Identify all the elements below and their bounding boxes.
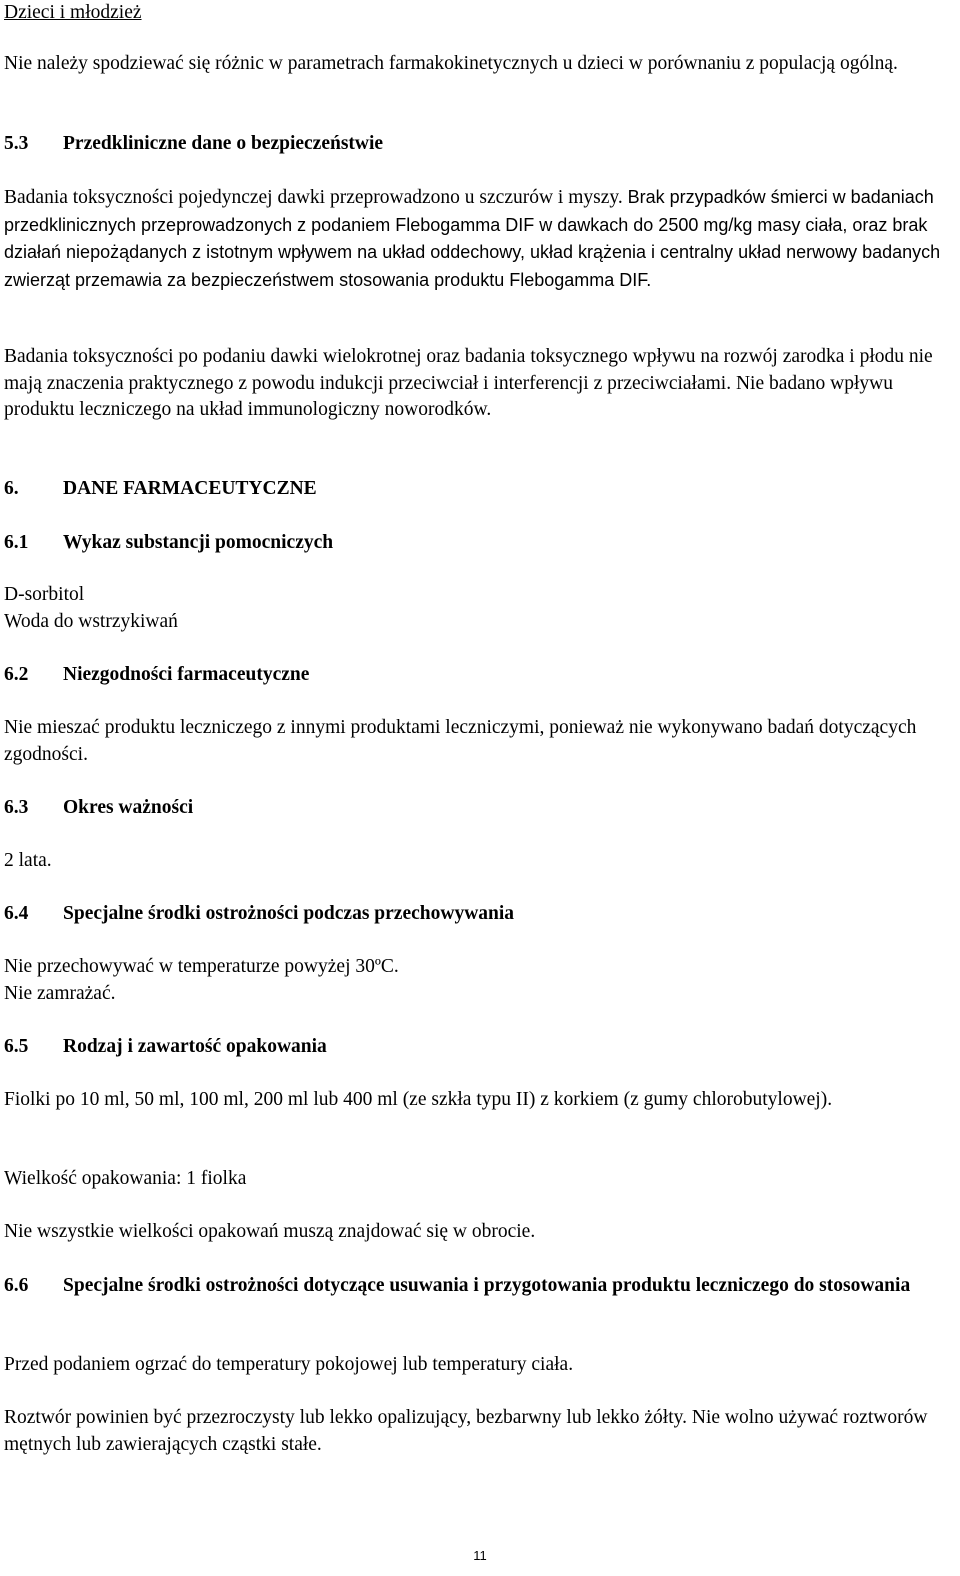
section-title: Specjalne środki ostrożności dotyczące usuwania i przygotowania produktu leczniczego do stosowania <box>63 1275 911 1296</box>
page-number: 11 <box>473 1548 487 1563</box>
section-number: 6.1 <box>4 532 29 553</box>
preparation-text-2: Roztwór powinien być przezroczysty lub lekko opalizujący, bezbarwny lub lekko żółty. Nie wolno używać roztworów mętnych lub zawierających cząstki stałe. <box>4 1407 928 1455</box>
storage-line-2: Nie zamrażać. <box>4 983 116 1004</box>
preclinical-paragraph-1 <box>4 184 956 294</box>
preclinical-details: Brak przypadków śmierci w badaniach przedklinicznych przeprowadzonych z podaniem Flebogamma DIF w dawkach do 2500 mg/kg masy ciała, oraz brak działań niepożądanych z istotnym wpływem na układ oddechowy, układ krążenia i centralny układ nerwowy badanych zwierząt przemawia za bezpieczeństwem stosowania produktu Flebogamma DIF. <box>4 187 941 290</box>
section-title: Specjalne środki ostrożności podczas przechowywania <box>63 903 515 924</box>
section-number: 6.4 <box>4 903 29 924</box>
section-6-3-heading <box>4 795 956 822</box>
section-6-4-heading <box>4 901 956 928</box>
preparation-text-1: Przed podaniem ogrzać do temperatury pokojowej lub temperatury ciała. <box>4 1354 574 1375</box>
section-number: 6.3 <box>4 797 29 818</box>
section-6-5-heading <box>4 1034 956 1061</box>
section-number: 6.2 <box>4 664 29 685</box>
excipient-item: Woda do wstrzykiwań <box>4 611 178 632</box>
section-title: Wykaz substancji pomocniczych <box>63 532 334 553</box>
section-number: 6.6 <box>4 1275 29 1296</box>
section-number: 6.5 <box>4 1036 29 1057</box>
preclinical-paragraph-2: Badania toksyczności po podaniu dawki wielokrotnej oraz badania toksycznego wpływu na rozwój zarodka i płodu nie mają znaczenia praktycznego z powodu indukcji przeciwciał i interferencji z przeciwciałami. Nie badano wpływu produktu leczniczego na układ immunologiczny noworodków. <box>4 346 933 420</box>
section-number: 5.3 <box>4 133 29 154</box>
section-6-2-heading <box>4 662 956 689</box>
storage-line-1: Nie przechowywać w temperaturze powyżej 30ºC. <box>4 956 399 977</box>
section-6-6-heading <box>4 1273 956 1300</box>
section-title: Niezgodności farmaceutyczne <box>63 664 310 685</box>
excipient-item: D-sorbitol <box>4 584 85 605</box>
pack-size-text: Wielkość opakowania: 1 fiolka <box>4 1168 247 1189</box>
preclinical-intro: Badania toksyczności pojedynczej dawki przeprowadzono u szczurów i myszy. <box>4 187 623 208</box>
marketing-note: Nie wszystkie wielkości opakowań muszą znajdować się w obrocie. <box>4 1221 536 1242</box>
section-title: Okres ważności <box>63 797 194 818</box>
children-text: Nie należy spodziewać się różnic w parametrach farmakokinetycznych u dzieci w porównaniu z populacją ogólną. <box>4 53 898 74</box>
children-heading: Dzieci i młodzież <box>4 2 142 23</box>
section-title: Rodzaj i zawartość opakowania <box>63 1036 327 1057</box>
section-5-3-heading <box>4 131 956 158</box>
section-number: 6. <box>4 478 19 499</box>
shelf-life-text: 2 lata. <box>4 850 52 871</box>
section-6-heading <box>4 476 956 503</box>
section-title: DANE FARMACEUTYCZNE <box>63 478 317 499</box>
incompatibilities-text: Nie mieszać produktu leczniczego z innymi produktami leczniczymi, ponieważ nie wykonywano badań dotyczących zgodności. <box>4 717 917 765</box>
section-6-1-heading <box>4 530 956 557</box>
section-title: Przedkliniczne dane o bezpieczeństwie <box>63 133 384 154</box>
container-text: Fiolki po 10 ml, 50 ml, 100 ml, 200 ml lub 400 ml (ze szkła typu II) z korkiem (z gumy chlorobutylowej). <box>4 1089 833 1110</box>
